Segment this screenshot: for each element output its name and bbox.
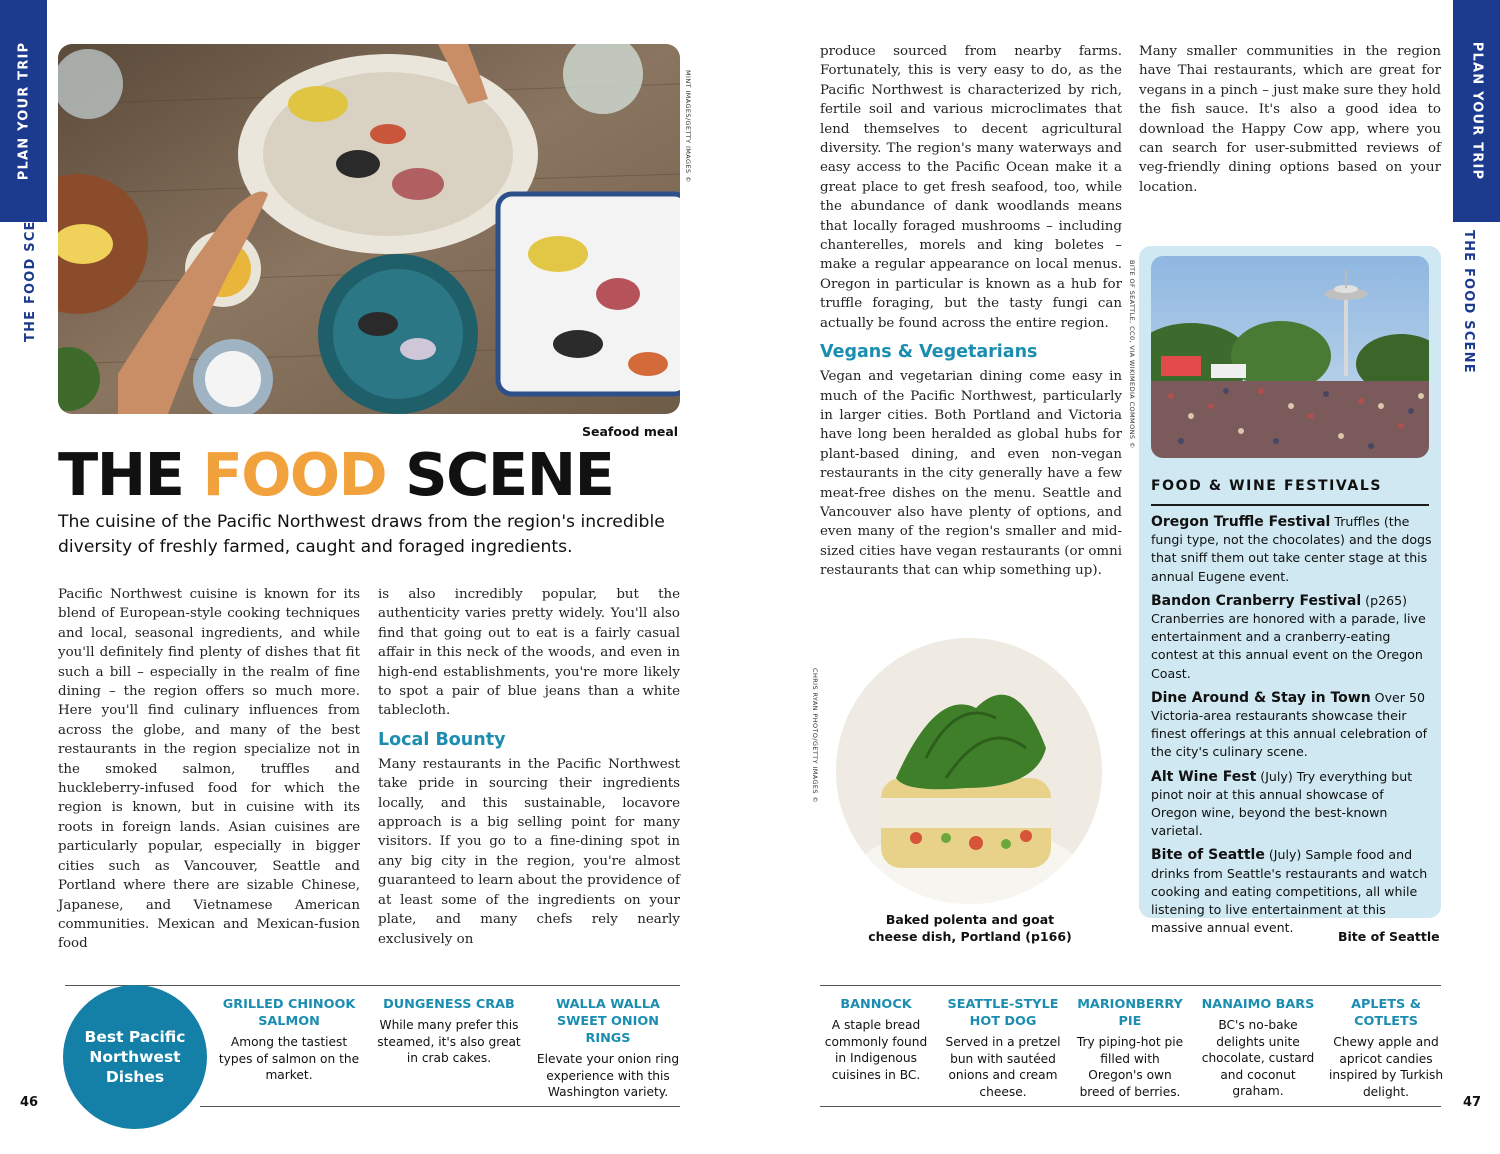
dish-description: A staple bread commonly found in Indigenous cuisines in BC. xyxy=(824,1018,928,1082)
band-rule-top-right xyxy=(820,985,1441,986)
festival-ref: (July) xyxy=(1264,847,1302,863)
body-paragraph: is also incredibly popular, but the authenticity varies pretty widely. You'll also find that going out to eat is a fairly casual affair in this neck of the woods, and even in high-end establishments, you're more likely to spot a pair of blue jeans than a white tablecloth. xyxy=(378,587,680,719)
seattle-caption: Bite of Seattle xyxy=(1338,929,1440,944)
dish-name: NANAIMO BARS xyxy=(1201,997,1315,1012)
dish-name: DUNGENESS CRAB xyxy=(383,997,515,1012)
festival-item xyxy=(1151,846,1433,937)
festival-name: Alt Wine Fest xyxy=(1151,768,1257,785)
polenta-photo xyxy=(836,638,1102,904)
dish-card xyxy=(1074,996,1186,1100)
body-paragraph: Pacific Northwest cuisine is known for its blend of European-style cooking techniques and local, seasonal ingredients, and while you'll definitely find plenty of dishes that fit such a bill – especially in the realm of fine dining – the region offers so much more. Here you'll find culinary influences from across the globe, and many of the best restaurants in the region specialize not in the smoked salmon, truffles and huckleberry-infused food for which the region is known, but in cuisine with its roots in foreign lands. Asian cuisines are particularly popular, especially in bigger cities such as Vancouver, Seattle and Portland where there are sizable Chinese, Japanese, and Vietnamese American communities. Mexican and Mexican-fusion food xyxy=(58,587,360,952)
body-paragraph: Many restaurants in the Pacific Northwest take pride in sourcing their ingredients locally, and this sustainable, locavore approach is a big selling point for many visitors. If you go to a fine-dining spot in any big city in the region, you're almost guaranteed to learn about the providence of at least some of the ingredients on your plate, and many chefs rely nearly exclusively on xyxy=(378,756,680,947)
polenta-illustration xyxy=(836,638,1102,904)
festival-description: Try everything but pinot noir at this annual showcase of Oregon wine, beyond the best-known varietal. xyxy=(1151,768,1413,839)
title-part-2: SCENE xyxy=(386,440,614,509)
seafood-illustration xyxy=(58,44,680,414)
dish-description: Served in a pretzel bun with sautéed onions and cream cheese. xyxy=(945,1035,1061,1099)
festival-description: Cranberries are honored with a parade, live entertainment and a cranberry-eating contest at this annual event on the Oregon Coast. xyxy=(1151,611,1426,681)
section-label-right: THE FOOD SCENE xyxy=(1461,230,1476,374)
festival-name: Oregon Truffle Festival xyxy=(1151,514,1331,530)
dish-card xyxy=(820,996,932,1083)
seattle-photo-credit: BITE OF SEATTLE, CC0, VIA WIKIMEDIA COMMONS © xyxy=(1128,260,1136,449)
dish-name: SEATTLE-STYLE HOT DOG xyxy=(947,997,1059,1029)
side-tab-label: PLAN YOUR TRIP xyxy=(1469,41,1484,181)
dish-description: Chewy apple and apricot candies inspired by Turkish delight. xyxy=(1328,1035,1444,1099)
festival-name: Bandon Cranberry Festival xyxy=(1151,592,1362,609)
seafood-caption: Seafood meal xyxy=(582,424,679,439)
festival-item xyxy=(1151,689,1433,762)
body-column-2 xyxy=(378,585,680,945)
dish-card xyxy=(1198,996,1318,1100)
seafood-photo-credit: MINT IMAGES/GETTY IMAGES © xyxy=(684,70,692,183)
band-rule-bottom-right xyxy=(820,1106,1441,1107)
festival-name: Bite of Seattle xyxy=(1151,847,1265,864)
dish-name: BANNOCK xyxy=(840,997,912,1012)
page-title xyxy=(58,440,613,509)
body-paragraph: Many smaller communities in the region have Thai restaurants, which are great for vegans in a pinch – just make sure they hold the fish sauce. It's also a good idea to download the Happy Cow app, where you can search for user-submitted reviews of veg-friendly dining options based on your location. xyxy=(1139,44,1441,195)
section-label-left: THE FOOD SCENE xyxy=(23,198,38,342)
polenta-caption-line: cheese dish, Portland (p166) xyxy=(868,929,1072,944)
dish-description: Elevate your onion ring experience with this Washington variety. xyxy=(536,1052,680,1100)
festival-ref: (p265) xyxy=(1361,592,1408,608)
dish-name: APLETS & COTLETS xyxy=(1351,997,1421,1029)
festival-ref: (July) xyxy=(1256,768,1293,784)
subheading-vegans: Vegans & Vegetarians xyxy=(820,342,1038,363)
dish-card xyxy=(535,996,681,1101)
dish-card xyxy=(216,996,362,1084)
intro-paragraph: The cuisine of the Pacific Northwest draws from the region's incredible diversity of freshly farmed, caught and foraged ingredients. xyxy=(58,512,665,557)
side-tab-left xyxy=(0,0,47,222)
dish-card xyxy=(377,996,521,1067)
band-rule-bottom-left xyxy=(200,1106,680,1107)
dish-description: Try piping-hot pie filled with Oregon's own breed of berries. xyxy=(1076,1035,1184,1099)
dish-name: MARIONBERRY PIE xyxy=(1077,997,1183,1029)
festival-description: Truffles (the fungi type, not the chocolates) and the dogs that sniff them out take center stage at this annual Eugene event. xyxy=(1151,514,1432,584)
polenta-photo-credit: CHRIS RYAN PHOTO/GETTY IMAGES © xyxy=(811,668,819,804)
festival-description: Over 50 Victoria-area restaurants showcase their finest offerings at this annual celebration of the city's culinary scene. xyxy=(1151,689,1428,760)
festival-item xyxy=(1151,513,1433,586)
polenta-caption xyxy=(860,911,1080,945)
body-paragraph: produce sourced from nearby farms. Fortunately, this is very easy to do, as the Pacific Northwest is characterized by rich, fertile soil and various microclimates that lend themselves to decent agricultural diversity. The region's many waterways and easy access to the Pacific Ocean make it a great place to get fresh seafood, too, while the abundance of dank woodlands means that locally foraged mushrooms – including chanterelles, morels and king boletes – make a regular appearance on local menus. Oregon in particular is known as a hub for truffle foraging, but the tasty fungi can actually be found across the entire region. xyxy=(820,44,1122,331)
side-tab-label: PLAN YOUR TRIP xyxy=(16,41,31,181)
band-rule-top-left xyxy=(65,985,680,986)
festival-description: Sample food and drinks from Seattle's restaurants and watch cooking and eating competitions, all while listening to live entertainment at this massive annual event. xyxy=(1151,847,1428,936)
title-part-1: THE xyxy=(58,440,203,509)
polenta-caption-line: Baked polenta and goat xyxy=(885,912,1055,927)
subheading-local-bounty: Local Bounty xyxy=(378,729,506,750)
crowd-illustration xyxy=(1151,256,1429,458)
dish-name: WALLA WALLA SWEET ONION RINGS xyxy=(556,997,660,1046)
title-accent: FOOD xyxy=(202,440,387,509)
best-dishes-badge xyxy=(63,985,207,1129)
dish-description: While many prefer this steamed, it's also great in crab cakes. xyxy=(377,1018,521,1066)
festival-item xyxy=(1151,592,1433,683)
page-number-left: 46 xyxy=(20,1095,39,1110)
festivals-list xyxy=(1151,513,1433,943)
body-column-3 xyxy=(820,42,1122,592)
dish-card xyxy=(1328,996,1444,1100)
badge-label: Best Pacific Northwest Dishes xyxy=(84,1028,186,1086)
festivals-rule xyxy=(1151,504,1429,506)
festivals-title: FOOD & WINE FESTIVALS xyxy=(1151,478,1383,494)
body-paragraph: Vegan and vegetarian dining come easy in much of the Pacific Northwest, particularly in larger cities. Both Portland and Victoria have long been heralded as global hubs for plant-based dining, and even non-vegan restaurants in the city generally have a few meat-free dishes on the menu. Seattle and Vancouver also have plenty of options, and even many of the region's smaller and mid-sized cities have vegan restaurants (or omni restaurants that can whip something up). xyxy=(820,369,1122,579)
seafood-photo xyxy=(58,44,680,414)
page-number-right: 47 xyxy=(1463,1095,1482,1110)
body-column-4 xyxy=(1139,42,1441,202)
dish-card xyxy=(944,996,1062,1100)
body-column-1 xyxy=(58,585,360,952)
dish-description: BC's no-bake delights unite chocolate, custard and coconut graham. xyxy=(1201,1018,1315,1099)
festival-item xyxy=(1151,768,1433,841)
dish-description: Among the tastiest types of salmon on the market. xyxy=(218,1035,360,1083)
bite-of-seattle-photo xyxy=(1151,256,1429,458)
festival-name: Dine Around & Stay in Town xyxy=(1151,689,1371,706)
side-tab-right xyxy=(1453,0,1500,222)
dish-name: GRILLED CHINOOK SALMON xyxy=(222,997,356,1029)
